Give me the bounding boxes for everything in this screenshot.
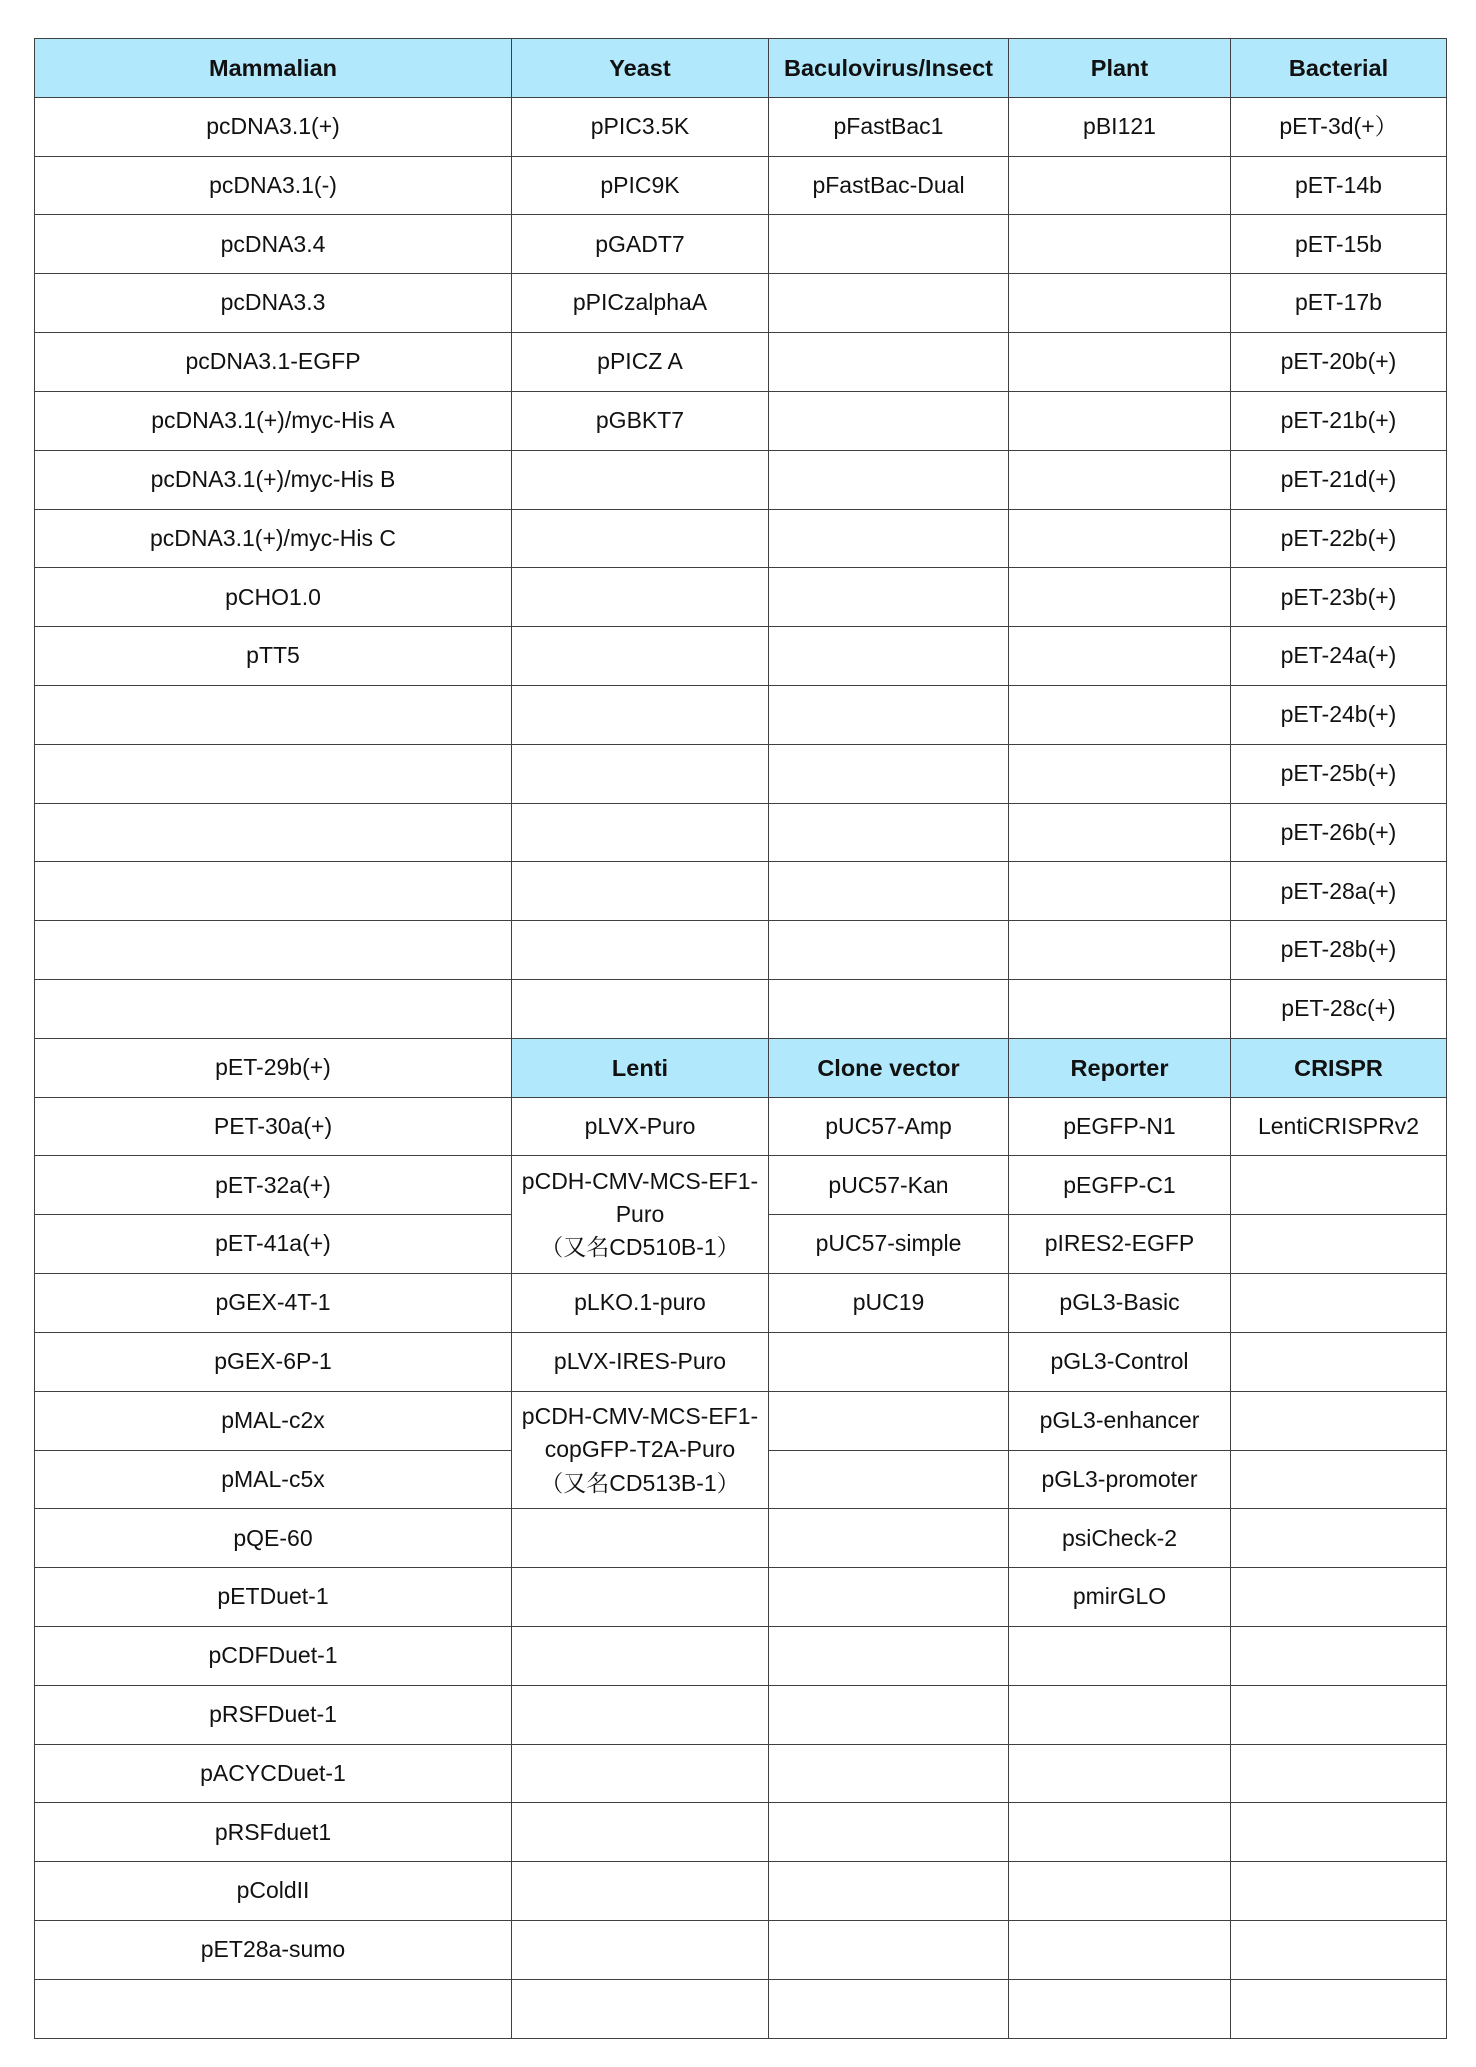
plant-cell	[1009, 921, 1231, 980]
reporter-cell: psiCheck-2	[1009, 1509, 1231, 1568]
table-row	[35, 862, 1447, 921]
header-yeast: Yeast	[512, 39, 769, 98]
bacterial-cell: pET-29b(+)	[35, 1038, 512, 1097]
clone-cell: pUC57-simple	[769, 1215, 1009, 1274]
mammalian-cell: pcDNA3.1(+)/myc-His B	[35, 450, 512, 509]
mammalian-cell	[35, 803, 512, 862]
cell-line: pCDH-CMV-MCS-EF1-Puro	[521, 1167, 759, 1228]
table-row	[35, 803, 1447, 862]
bacterial-cell: pET-24b(+)	[1231, 685, 1447, 744]
header-lenti: Lenti	[512, 1038, 769, 1097]
yeast-cell	[512, 685, 769, 744]
clone-cell	[769, 1979, 1009, 2038]
table-row	[35, 1568, 1447, 1627]
table-row	[35, 450, 1447, 509]
bacterial-cell: pRSFDuet-1	[35, 1685, 512, 1744]
cell-line: pLVX-IRES-Puro	[553, 1348, 727, 1375]
vector-table	[34, 38, 1447, 2039]
clone-cell	[769, 1685, 1009, 1744]
header-mammalian: Mammalian	[35, 39, 512, 98]
yeast-cell	[512, 980, 769, 1039]
reporter-cell: pGL3-enhancer	[1009, 1391, 1231, 1450]
crispr-cell	[1231, 1803, 1447, 1862]
plant-cell	[1009, 627, 1231, 686]
insect-cell	[769, 921, 1009, 980]
crispr-cell	[1231, 1568, 1447, 1627]
plant-cell	[1009, 862, 1231, 921]
clone-cell	[769, 1862, 1009, 1921]
table-row	[35, 980, 1447, 1039]
clone-cell	[769, 1450, 1009, 1509]
yeast-cell: pPICzalphaA	[512, 274, 769, 333]
bacterial-cell: pACYCDuet-1	[35, 1744, 512, 1803]
table-row	[35, 921, 1447, 980]
bacterial-cell: pMAL-c5x	[35, 1450, 512, 1509]
crispr-cell	[1231, 1921, 1447, 1980]
reporter-cell: pEGFP-N1	[1009, 1097, 1231, 1156]
lenti-cell	[512, 1097, 769, 1156]
header-reporter: Reporter	[1009, 1038, 1231, 1097]
clone-cell	[769, 1744, 1009, 1803]
header-bacterial: Bacterial	[1231, 39, 1447, 98]
bacterial-cell: pGEX-4T-1	[35, 1274, 512, 1333]
table-row	[35, 568, 1447, 627]
insect-cell: pFastBac-Dual	[769, 156, 1009, 215]
table-row	[35, 1274, 1447, 1333]
cell-line: pCDH-CMV-MCS-EF1-copGFP-T2A-Puro	[521, 1402, 759, 1463]
bacterial-cell: pET-25b(+)	[1231, 744, 1447, 803]
mammalian-cell: pcDNA3.4	[35, 215, 512, 274]
table-row	[35, 509, 1447, 568]
bacterial-cell: pET-21b(+)	[1231, 391, 1447, 450]
bacterial-cell: pET-20b(+)	[1231, 333, 1447, 392]
plant-cell: pBI121	[1009, 97, 1231, 156]
table-row	[35, 215, 1447, 274]
bacterial-cell	[35, 1979, 512, 2038]
yeast-cell	[512, 450, 769, 509]
table-row	[35, 685, 1447, 744]
table-row	[35, 1097, 1447, 1156]
mammalian-cell	[35, 685, 512, 744]
clone-cell: pUC19	[769, 1274, 1009, 1333]
insect-cell: pFastBac1	[769, 97, 1009, 156]
crispr-cell	[1231, 1332, 1447, 1391]
table-row	[35, 1332, 1447, 1391]
bacterial-cell: pET-21d(+)	[1231, 450, 1447, 509]
table-row	[35, 1156, 1447, 1215]
reporter-cell	[1009, 1921, 1231, 1980]
table-row	[35, 97, 1447, 156]
crispr-cell	[1231, 1450, 1447, 1509]
yeast-cell: pPICZ A	[512, 333, 769, 392]
crispr-cell	[1231, 1391, 1447, 1450]
insect-cell	[769, 685, 1009, 744]
plant-cell	[1009, 450, 1231, 509]
plant-cell	[1009, 156, 1231, 215]
clone-cell	[769, 1509, 1009, 1568]
table-row	[35, 1979, 1447, 2038]
bacterial-cell: pETDuet-1	[35, 1568, 512, 1627]
clone-cell	[769, 1626, 1009, 1685]
table-row	[35, 1803, 1447, 1862]
bacterial-cell: pET-28a(+)	[1231, 862, 1447, 921]
insect-cell	[769, 333, 1009, 392]
mammalian-cell: pcDNA3.1(+)/myc-His A	[35, 391, 512, 450]
table-row	[35, 1744, 1447, 1803]
crispr-cell	[1231, 1979, 1447, 2038]
crispr-cell	[1231, 1626, 1447, 1685]
header-insect: Baculovirus/Insect	[769, 39, 1009, 98]
table-row	[35, 1862, 1447, 1921]
lenti-cell	[512, 1685, 769, 1744]
plant-cell	[1009, 568, 1231, 627]
clone-cell: pUC57-Amp	[769, 1097, 1009, 1156]
insect-cell	[769, 862, 1009, 921]
reporter-cell	[1009, 1979, 1231, 2038]
bacterial-cell: pColdII	[35, 1862, 512, 1921]
insect-cell	[769, 274, 1009, 333]
bacterial-cell: pET-15b	[1231, 215, 1447, 274]
insect-cell	[769, 450, 1009, 509]
bacterial-cell: pET-28c(+)	[1231, 980, 1447, 1039]
insect-cell	[769, 744, 1009, 803]
bacterial-cell: pET-3d(+）	[1231, 97, 1447, 156]
mammalian-cell: pcDNA3.1(-)	[35, 156, 512, 215]
bacterial-cell: pQE-60	[35, 1509, 512, 1568]
crispr-cell	[1231, 1509, 1447, 1568]
table-row	[35, 1391, 1447, 1450]
bacterial-cell: PET-30a(+)	[35, 1097, 512, 1156]
insect-cell	[769, 980, 1009, 1039]
yeast-cell	[512, 921, 769, 980]
plant-cell	[1009, 744, 1231, 803]
bacterial-cell: pGEX-6P-1	[35, 1332, 512, 1391]
mammalian-cell: pcDNA3.3	[35, 274, 512, 333]
reporter-cell	[1009, 1626, 1231, 1685]
insect-cell	[769, 627, 1009, 686]
plant-cell	[1009, 391, 1231, 450]
table-row	[35, 1509, 1447, 1568]
mammalian-cell	[35, 744, 512, 803]
reporter-cell	[1009, 1744, 1231, 1803]
bacterial-cell: pET-22b(+)	[1231, 509, 1447, 568]
yeast-cell	[512, 627, 769, 686]
insect-cell	[769, 568, 1009, 627]
plant-cell	[1009, 215, 1231, 274]
reporter-cell	[1009, 1803, 1231, 1862]
bacterial-cell: pET-24a(+)	[1231, 627, 1447, 686]
yeast-cell: pGBKT7	[512, 391, 769, 450]
mammalian-cell: pcDNA3.1(+)	[35, 97, 512, 156]
bacterial-cell: pET-41a(+)	[35, 1215, 512, 1274]
mammalian-cell: pTT5	[35, 627, 512, 686]
lenti-cell	[512, 1979, 769, 2038]
header-crispr: CRISPR	[1231, 1038, 1447, 1097]
yeast-cell: pPIC9K	[512, 156, 769, 215]
clone-cell	[769, 1921, 1009, 1980]
lenti-cell	[512, 1391, 769, 1509]
reporter-cell	[1009, 1862, 1231, 1921]
clone-cell: pUC57-Kan	[769, 1156, 1009, 1215]
lenti-cell	[512, 1803, 769, 1862]
lenti-cell	[512, 1626, 769, 1685]
reporter-cell: pGL3-Basic	[1009, 1274, 1231, 1333]
table-row	[35, 391, 1447, 450]
lenti-cell	[512, 1156, 769, 1274]
insect-cell	[769, 391, 1009, 450]
reporter-cell: pmirGLO	[1009, 1568, 1231, 1627]
insect-cell	[769, 509, 1009, 568]
crispr-cell	[1231, 1744, 1447, 1803]
yeast-cell: pPIC3.5K	[512, 97, 769, 156]
plant-cell	[1009, 685, 1231, 744]
yeast-cell	[512, 862, 769, 921]
mammalian-cell: pcDNA3.1-EGFP	[35, 333, 512, 392]
table-row	[35, 744, 1447, 803]
table-row	[35, 1038, 1447, 1097]
table-row	[35, 1921, 1447, 1980]
table-row	[35, 274, 1447, 333]
reporter-cell: pIRES2-EGFP	[1009, 1215, 1231, 1274]
bacterial-cell: pET-28b(+)	[1231, 921, 1447, 980]
plant-cell	[1009, 509, 1231, 568]
crispr-cell	[1231, 1274, 1447, 1333]
cell-line: （又名CD513B-1）	[540, 1469, 740, 1496]
mammalian-cell: pcDNA3.1(+)/myc-His C	[35, 509, 512, 568]
reporter-cell: pEGFP-C1	[1009, 1156, 1231, 1215]
table-row	[35, 1685, 1447, 1744]
plant-cell	[1009, 803, 1231, 862]
crispr-cell	[1231, 1862, 1447, 1921]
bacterial-cell: pCDFDuet-1	[35, 1626, 512, 1685]
table-row	[35, 627, 1447, 686]
mammalian-cell	[35, 980, 512, 1039]
lenti-cell	[512, 1862, 769, 1921]
yeast-cell: pGADT7	[512, 215, 769, 274]
mammalian-cell	[35, 921, 512, 980]
plant-cell	[1009, 333, 1231, 392]
header-plant: Plant	[1009, 39, 1231, 98]
bacterial-cell: pET-26b(+)	[1231, 803, 1447, 862]
clone-cell	[769, 1568, 1009, 1627]
cell-line: pLVX-Puro	[584, 1112, 696, 1139]
clone-cell	[769, 1391, 1009, 1450]
lenti-cell	[512, 1332, 769, 1391]
reporter-cell	[1009, 1685, 1231, 1744]
mammalian-cell: pCHO1.0	[35, 568, 512, 627]
bacterial-cell: pET-23b(+)	[1231, 568, 1447, 627]
crispr-cell	[1231, 1156, 1447, 1215]
lenti-cell	[512, 1744, 769, 1803]
reporter-cell: pGL3-Control	[1009, 1332, 1231, 1391]
lenti-cell	[512, 1274, 769, 1333]
table-row	[35, 1626, 1447, 1685]
mammalian-cell	[35, 862, 512, 921]
yeast-cell	[512, 744, 769, 803]
yeast-cell	[512, 509, 769, 568]
bacterial-cell: pET-14b	[1231, 156, 1447, 215]
bacterial-cell: pRSFduet1	[35, 1803, 512, 1862]
bacterial-cell: pET-17b	[1231, 274, 1447, 333]
crispr-cell	[1231, 1685, 1447, 1744]
header-clone: Clone vector	[769, 1038, 1009, 1097]
yeast-cell	[512, 568, 769, 627]
lenti-cell	[512, 1921, 769, 1980]
table-row	[35, 333, 1447, 392]
plant-cell	[1009, 980, 1231, 1039]
lenti-cell	[512, 1509, 769, 1568]
reporter-cell: pGL3-promoter	[1009, 1450, 1231, 1509]
clone-cell	[769, 1803, 1009, 1862]
bacterial-cell: pET28a-sumo	[35, 1921, 512, 1980]
bacterial-cell: pMAL-c2x	[35, 1391, 512, 1450]
cell-line: pLKO.1-puro	[574, 1289, 706, 1316]
yeast-cell	[512, 803, 769, 862]
lenti-cell	[512, 1568, 769, 1627]
clone-cell	[769, 1332, 1009, 1391]
table-row	[35, 39, 1447, 98]
crispr-cell	[1231, 1215, 1447, 1274]
cell-line: （又名CD510B-1）	[540, 1234, 740, 1261]
crispr-cell: LentiCRISPRv2	[1231, 1097, 1447, 1156]
table-row	[35, 156, 1447, 215]
insect-cell	[769, 215, 1009, 274]
plant-cell	[1009, 274, 1231, 333]
bacterial-cell: pET-32a(+)	[35, 1156, 512, 1215]
insect-cell	[769, 803, 1009, 862]
